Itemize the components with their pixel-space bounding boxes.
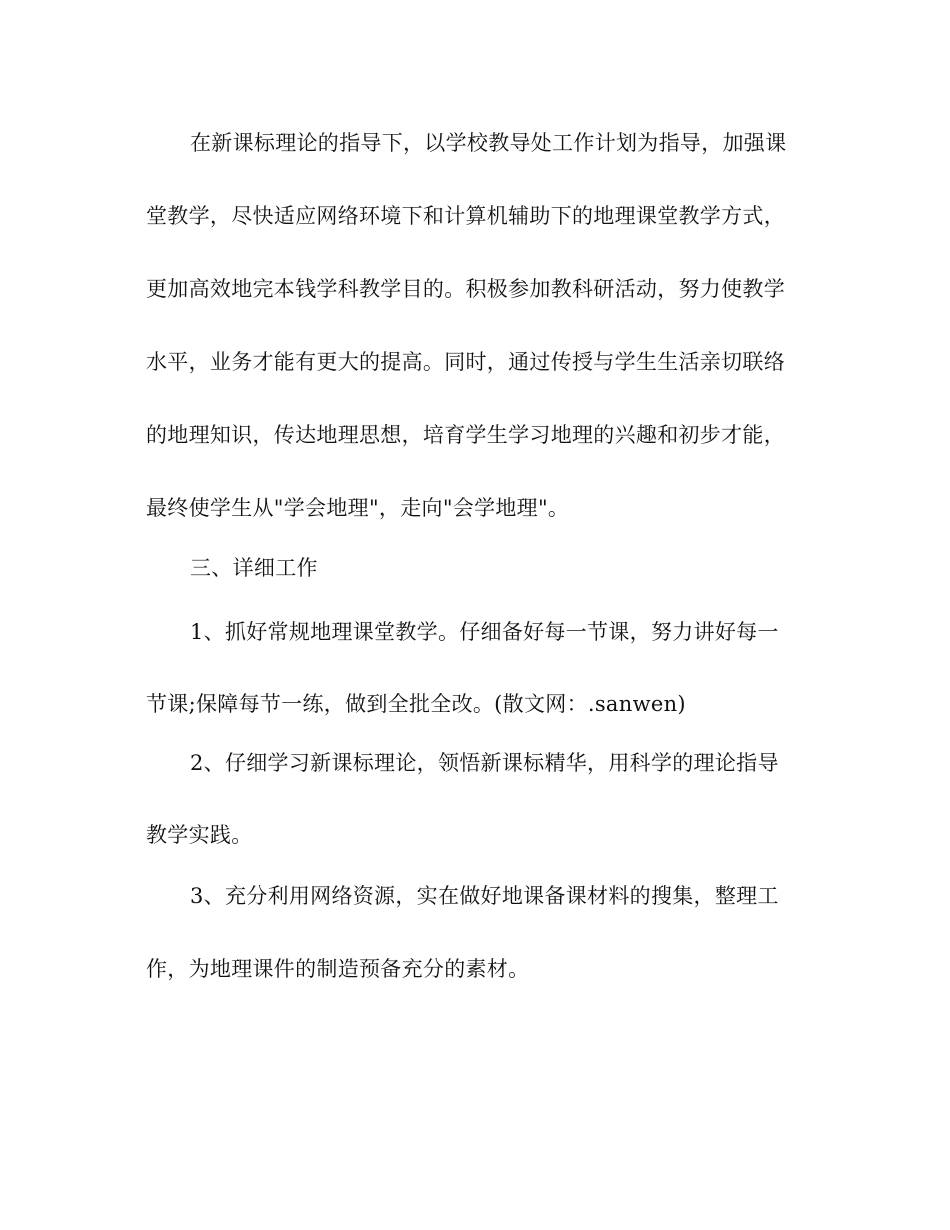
paragraph-line: 堂教学，尽快适应网络环境下和计算机辅助下的地理课堂教学方式， [146,204,785,228]
section-heading: 三、详细工作 [190,556,318,580]
paragraph-line: 作，为地理课件的制造预备充分的素材。 [146,957,530,981]
paragraph-line: 更加高效地完本钱学科教学目的。积极参加教科研活动，努力使教学 [146,277,785,301]
paragraph-line: 2、仔细学习新课标理论，领悟新课标精华，用科学的理论指导 [190,751,779,775]
paragraph-line: 的地理知识，传达地理思想，培育学生学习地理的兴趣和初步才能， [146,423,785,447]
paragraph-line: 1、抓好常规地理课堂教学。仔细备好每一节课，努力讲好每一 [190,620,779,644]
paragraph-line: 节课;保障每节一练，做到全批全改。(散文网：.sanwen) [146,692,686,716]
paragraph-line: 水平，业务才能有更大的提高。同时，通过传授与学生生活亲切联络 [146,350,785,374]
paragraph-line: 在新课标理论的指导下，以学校教导处工作计划为指导，加强课 [190,131,787,155]
paragraph-line: 教学实践。 [146,823,253,847]
paragraph-line: 最终使学生从"学会地理"，走向"会学地理"。 [146,496,570,520]
paragraph-line: 3、充分利用网络资源，实在做好地课备课材料的搜集，整理工 [190,884,779,908]
